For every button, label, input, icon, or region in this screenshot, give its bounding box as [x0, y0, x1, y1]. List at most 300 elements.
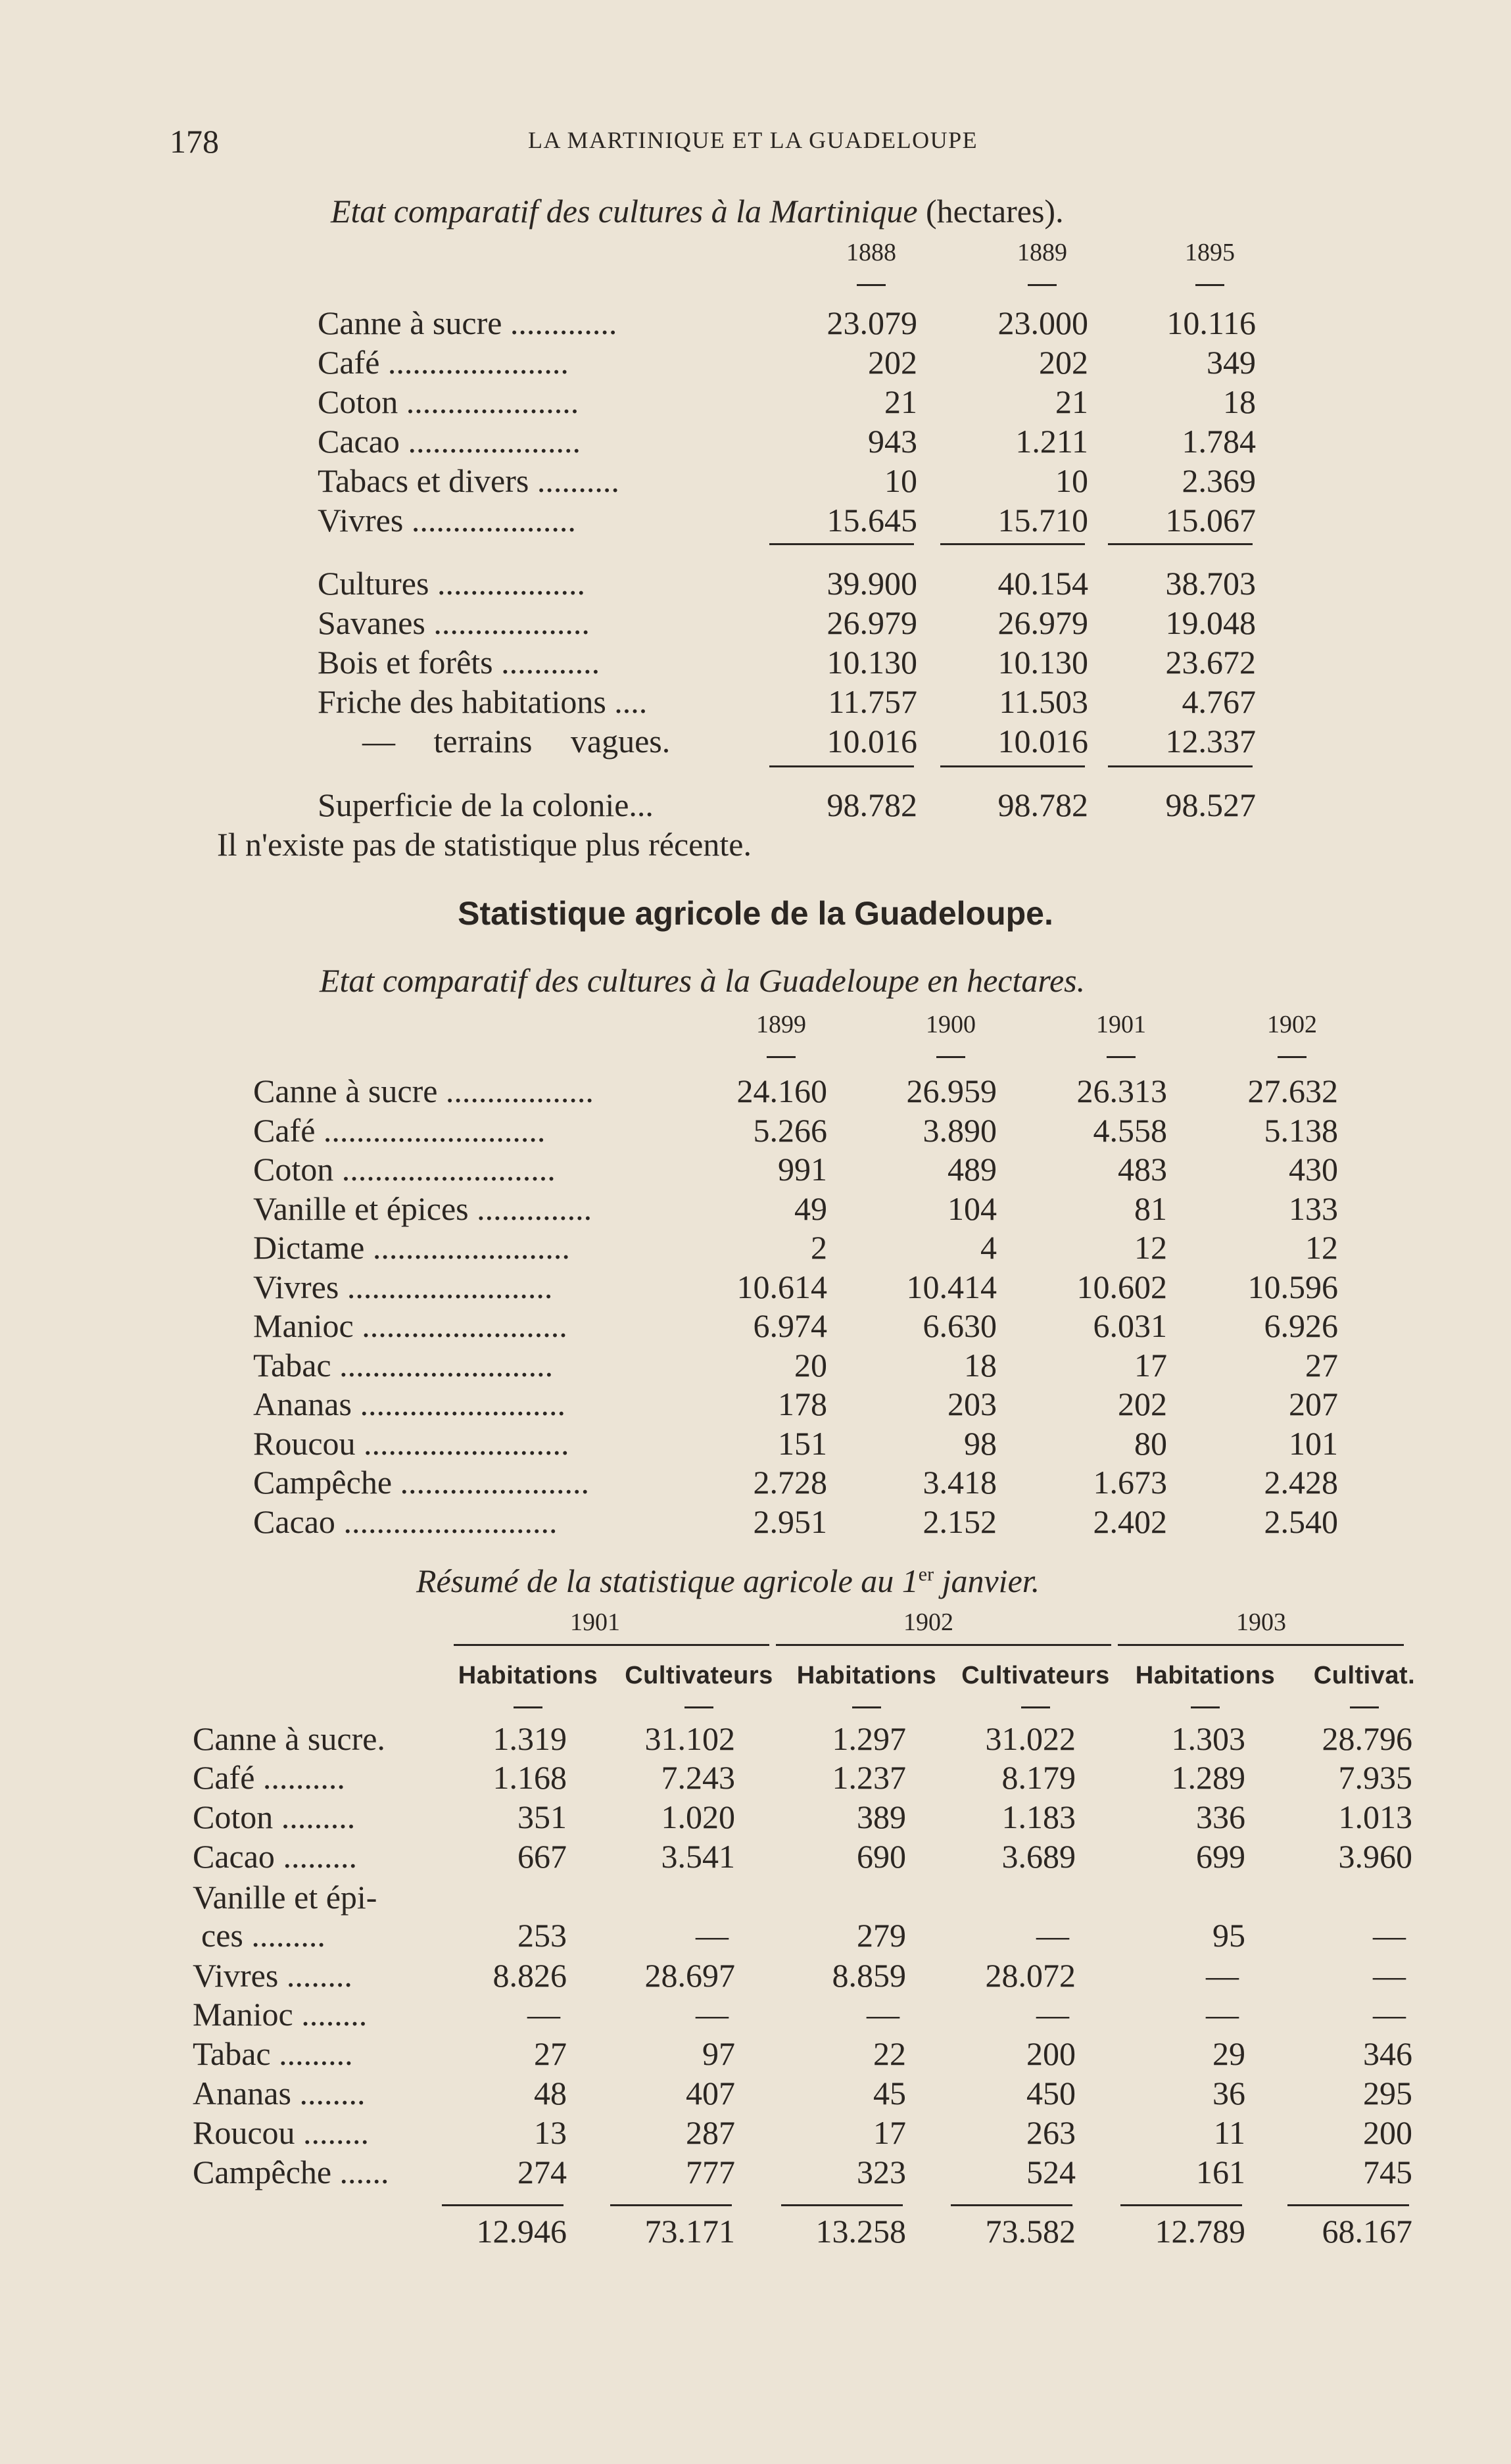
table3-cell-8-4: 29: [1212, 2035, 1245, 2072]
table2-cell-3-2: 81: [1134, 1190, 1167, 1227]
table3-cell-6-3: 28.072: [985, 1957, 1076, 1994]
table1-row-b-label-text-2: Bois et forêts: [318, 644, 493, 681]
table1-row-b-cell-4-0: 10.016: [827, 723, 917, 760]
table3-cell-11-3: 524: [1026, 2154, 1076, 2190]
table3-row-leader-1: ..........: [254, 1759, 345, 1796]
table1-year-dash-1: [1028, 284, 1057, 286]
table2-cell-4-2: 12: [1134, 1229, 1167, 1266]
table1-row-a-leader-0: .............: [502, 304, 617, 341]
table3-cell-11-0: 274: [517, 2154, 567, 2190]
table3-subheader-4: Habitations: [1135, 1662, 1276, 1689]
table3-cell-6-0: 8.826: [492, 1957, 567, 1994]
table2-row-label-text-5: Vivres: [253, 1268, 339, 1305]
table2-cell-0-0: 24.160: [736, 1073, 827, 1109]
table1-row-a-label-2: [318, 383, 579, 421]
table1-row-a-label-text-4: Tabacs et divers: [318, 462, 529, 499]
table2-row-label-9: [253, 1424, 569, 1462]
table3-row-label-text-9: Ananas: [193, 2075, 291, 2112]
table1-year-1: 1889: [1017, 239, 1067, 266]
table3-cell-2-5: 1.013: [1338, 1799, 1412, 1835]
table2-row-label-text-4: Dictame: [253, 1229, 365, 1266]
table1-row-a-cell-5-2: 15.067: [1165, 502, 1256, 539]
table3-cell-9-1: 407: [686, 2075, 735, 2112]
table3-cell-9-0: 48: [534, 2075, 567, 2112]
table3-row-label-text-11: Campêche: [193, 2154, 332, 2190]
table2-row-label-text-10: Campêche: [253, 1464, 393, 1501]
running-head: LA MARTINIQUE ET LA GUADELOUPE: [528, 127, 978, 153]
table3-cell-2-3: 1.183: [1001, 1799, 1076, 1835]
table2-row-label-5: [253, 1268, 552, 1306]
table3-cell-3-1: 3.541: [661, 1838, 735, 1875]
table3-row-leader-10: ........: [295, 2114, 370, 2151]
table2-cell-10-2: 1.673: [1093, 1464, 1167, 1501]
table3-cell-10-4: 11: [1213, 2114, 1245, 2151]
table3-subheader-5: Cultivat.: [1313, 1662, 1416, 1689]
table3-cell-7-2: —: [867, 1996, 899, 2033]
table2-year-dash-1: [936, 1056, 965, 1058]
table2-row-label-text-1: Café: [253, 1111, 316, 1149]
table1-caption-text: Etat comparatif des cultures à la Martinique: [331, 193, 918, 229]
table3-cell-8-0: 27: [534, 2035, 567, 2072]
table3-row-leader-5: .........: [243, 1917, 325, 1954]
table2-cell-2-1: 489: [947, 1151, 997, 1188]
table3-subheader-dash-2: [852, 1706, 881, 1708]
table1-year-2: 1895: [1185, 239, 1235, 266]
table1-row-b-leader-1: ...................: [425, 604, 590, 641]
table1-row-b-label-text-4: — terrains vagues.: [362, 723, 671, 760]
table3-caption-pre: Résumé de la statistique agricole au 1: [416, 1562, 919, 1599]
table1-year-dash-0: [857, 284, 886, 286]
table1-row-b-cell-1-0: 26.979: [827, 604, 917, 641]
table3-cell-7-3: —: [1036, 1996, 1069, 2033]
table2-row-leader-0: ..................: [437, 1073, 594, 1109]
table1-row-b-label-2: [318, 643, 600, 681]
table2-row-label-3: [253, 1190, 592, 1228]
table3-row-label-11: [193, 2153, 389, 2191]
table3-cell-1-3: 8.179: [1001, 1759, 1076, 1796]
table2-cell-10-0: 2.728: [753, 1464, 827, 1501]
table2-cell-0-2: 26.313: [1076, 1073, 1167, 1109]
table1-row-b-cell-0-0: 39.900: [827, 565, 917, 602]
table2-cell-4-1: 4: [980, 1229, 997, 1266]
table2-row-label-text-2: Coton: [253, 1151, 334, 1188]
table1-row-a-cell-2-2: 18: [1223, 383, 1256, 420]
table3-cell-5-3: —: [1036, 1917, 1069, 1954]
table1-rule-b-2: [1108, 765, 1253, 767]
table1-row-a-cell-0-1: 23.000: [997, 304, 1088, 341]
table2-row-leader-7: ..........................: [331, 1346, 554, 1384]
table3-total-rule-3: [951, 2204, 1072, 2206]
table3-cell-7-1: —: [696, 1996, 729, 2033]
table2-row-leader-9: .........................: [355, 1424, 569, 1462]
table3-row-label-text-6: Vivres: [193, 1957, 279, 1994]
table1-row-b-leader-3: ....: [606, 683, 648, 720]
table3-cell-7-5: —: [1373, 1996, 1406, 2033]
table2-row-label-text-8: Ananas: [253, 1386, 352, 1422]
table2-row-leader-10: .......................: [392, 1464, 590, 1501]
table2-row-leader-4: ........................: [364, 1229, 570, 1266]
table2-cell-0-1: 26.959: [906, 1073, 997, 1109]
table3-caption: [416, 1562, 1040, 1600]
table1-row-a-leader-4: ..........: [529, 462, 619, 499]
table3-cell-0-1: 31.102: [644, 1720, 735, 1757]
table2-cell-3-3: 133: [1289, 1190, 1338, 1227]
table3-brace-2: [1118, 1644, 1404, 1646]
table2-cell-11-3: 2.540: [1264, 1503, 1338, 1540]
table1-row-a-cell-2-0: 21: [884, 383, 917, 420]
table3-cell-6-4: —: [1206, 1957, 1239, 1994]
table1-total-cell-0-2: 98.527: [1165, 786, 1256, 823]
table3-cell-1-4: 1.289: [1171, 1759, 1245, 1796]
table3-row-label-text-3: Cacao: [193, 1838, 275, 1875]
table3-subheader-dash-1: [684, 1706, 713, 1708]
table2-cell-9-3: 101: [1289, 1424, 1338, 1462]
table3-cell-1-5: 7.935: [1338, 1759, 1412, 1796]
table2-row-label-text-0: Canne à sucre: [253, 1073, 438, 1109]
table1-row-a-cell-2-1: 21: [1055, 383, 1088, 420]
table1-row-a-cell-3-2: 1.784: [1182, 423, 1256, 460]
table3-cell-0-0: 1.319: [492, 1720, 567, 1757]
table3-cell-7-4: —: [1206, 1996, 1239, 2033]
table3-total-2: 13.258: [815, 2213, 906, 2250]
table2-row-label-text-11: Cacao: [253, 1503, 335, 1540]
table3-cell-9-4: 36: [1212, 2075, 1245, 2112]
table1-row-a-label-text-0: Canne à sucre: [318, 304, 502, 341]
table3-total-rule-0: [442, 2204, 564, 2206]
table1-year-dash-2: [1195, 284, 1224, 286]
table1-row-b-cell-1-1: 26.979: [997, 604, 1088, 641]
table2-cell-11-1: 2.152: [923, 1503, 997, 1540]
table2-year-dash-3: [1278, 1056, 1307, 1058]
table1-row-a-cell-5-1: 15.710: [997, 502, 1088, 539]
table3-brace-1: [776, 1644, 1111, 1646]
table1-row-a-cell-5-0: 15.645: [827, 502, 917, 539]
table3-caption-sup: er: [918, 1563, 934, 1585]
table2-cell-7-0: 20: [794, 1346, 827, 1384]
table3-cell-9-5: 295: [1363, 2075, 1412, 2112]
table1-row-b-label-text-1: Savanes: [318, 604, 425, 641]
table3-row-label-0: [193, 1720, 385, 1758]
table3-cell-11-2: 323: [857, 2154, 906, 2190]
table2-cell-6-3: 6.926: [1264, 1307, 1338, 1344]
table1-caption-unit: (hectares).: [926, 193, 1064, 229]
table1-row-a-cell-3-1: 1.211: [1015, 423, 1088, 460]
table2-cell-2-0: 991: [778, 1151, 827, 1188]
table3-row-label-text-5: ces: [201, 1917, 243, 1954]
table3-cell-6-5: —: [1373, 1957, 1406, 1994]
table2-cell-5-1: 10.414: [906, 1268, 997, 1305]
table1-row-a-cell-4-1: 10: [1055, 462, 1088, 499]
table1-row-b-cell-4-1: 10.016: [997, 723, 1088, 760]
table2-year-1: 1900: [926, 1011, 976, 1038]
table2-row-label-6: [253, 1307, 567, 1345]
table3-cell-8-1: 97: [702, 2035, 735, 2072]
table3-brace-0: [454, 1644, 769, 1646]
table1-row-b-cell-4-2: 12.337: [1165, 723, 1256, 760]
table1-row-a-leader-2: .....................: [398, 383, 579, 420]
table3-cell-1-2: 1.237: [832, 1759, 906, 1796]
table3-row-leader-11: ......: [331, 2154, 389, 2190]
table3-row-label-8: [193, 2035, 353, 2073]
table2-row-leader-11: ..........................: [335, 1503, 558, 1540]
table1-caption: [331, 192, 1064, 230]
table3-cell-9-2: 45: [873, 2075, 906, 2112]
table3-cell-8-5: 346: [1363, 2035, 1412, 2072]
table1-total-leader: ...: [629, 786, 654, 823]
table3-cell-10-2: 17: [873, 2114, 906, 2151]
table1-row-a-cell-4-0: 10: [884, 462, 917, 499]
table2-row-label-4: [253, 1228, 570, 1267]
table3-caption-post: janvier.: [934, 1562, 1040, 1599]
table3-subheader-1: Cultivateurs: [625, 1662, 773, 1689]
table1-row-b-cell-3-0: 11.757: [828, 683, 917, 720]
table2-cell-6-0: 6.974: [753, 1307, 827, 1344]
table3-cell-5-0: 253: [517, 1917, 567, 1954]
table1-row-a-cell-1-0: 202: [868, 344, 917, 381]
table3-cell-6-2: 8.859: [832, 1957, 906, 1994]
table1-rule-a-2: [1108, 543, 1253, 545]
table2-year-dash-0: [767, 1056, 796, 1058]
table1-row-b-cell-2-2: 23.672: [1165, 644, 1256, 681]
table3-subheader-3: Cultivateurs: [961, 1662, 1110, 1689]
section-title: Statistique agricole de la Guadeloupe.: [458, 895, 1053, 932]
table2-cell-9-0: 151: [778, 1424, 827, 1462]
table3-cell-9-3: 450: [1026, 2075, 1076, 2112]
table2-cell-10-1: 3.418: [923, 1464, 997, 1501]
table3-cell-0-5: 28.796: [1322, 1720, 1412, 1757]
table1-row-a-label-3: [318, 422, 581, 460]
table3-row-label-4: [193, 1878, 377, 1916]
table1-row-a-cell-1-2: 349: [1207, 344, 1256, 381]
table3-row-label-text-2: Coton: [193, 1799, 274, 1835]
table3-cell-3-5: 3.960: [1338, 1838, 1412, 1875]
table2-cell-9-2: 80: [1134, 1424, 1167, 1462]
table3-cell-6-1: 28.697: [644, 1957, 735, 1994]
table2-row-label-2: [253, 1150, 556, 1188]
table2-cell-0-3: 27.632: [1247, 1073, 1338, 1109]
table3-total-rule-5: [1287, 2204, 1409, 2206]
table3-total-rule-2: [781, 2204, 903, 2206]
table3-cell-8-2: 22: [873, 2035, 906, 2072]
table3-cell-1-0: 1.168: [492, 1759, 567, 1796]
table3-row-label-5: [201, 1916, 325, 1954]
table2-row-leader-6: .........................: [353, 1307, 567, 1344]
table2-row-leader-3: ..............: [468, 1190, 592, 1227]
table3-cell-10-3: 263: [1026, 2114, 1076, 2151]
table1-row-a-label-text-2: Coton: [318, 383, 398, 420]
table2-row-label-11: [253, 1503, 557, 1541]
table1-total-label-0: [318, 786, 654, 824]
table3-cell-10-5: 200: [1363, 2114, 1412, 2151]
table1-row-a-label-text-1: Café: [318, 344, 380, 381]
table2-cell-7-1: 18: [964, 1346, 997, 1384]
table2-cell-8-1: 203: [947, 1386, 997, 1422]
table1-row-a-cell-3-0: 943: [868, 423, 917, 460]
table1-row-a-label-4: [318, 462, 619, 500]
table1-total-cell-0-0: 98.782: [827, 786, 917, 823]
table1-total-label-text-0: Superficie de la colonie: [318, 786, 629, 823]
table3-row-label-text-8: Tabac: [193, 2035, 271, 2072]
table2-cell-3-0: 49: [794, 1190, 827, 1227]
table3-cell-1-1: 7.243: [661, 1759, 735, 1796]
table2-row-label-8: [253, 1385, 565, 1423]
table2-cell-2-3: 430: [1289, 1151, 1338, 1188]
table2-cell-7-2: 17: [1134, 1346, 1167, 1384]
table3-year-2: 1903: [1236, 1608, 1286, 1636]
table2-cell-11-0: 2.951: [753, 1503, 827, 1540]
table1-row-b-cell-2-0: 10.130: [827, 644, 917, 681]
table1-row-a-cell-0-0: 23.079: [827, 304, 917, 341]
table1-row-a-label-5: [318, 501, 576, 539]
table2-year-2: 1901: [1096, 1011, 1146, 1038]
table1-row-b-cell-3-1: 11.503: [999, 683, 1088, 720]
table3-cell-10-0: 13: [534, 2114, 567, 2151]
table1-row-b-cell-3-2: 4.767: [1182, 683, 1256, 720]
table3-row-leader-9: ........: [291, 2075, 366, 2112]
table1-row-b-leader-2: ............: [492, 644, 600, 681]
table1-rule-b-1: [940, 765, 1085, 767]
table2-row-leader-8: .........................: [351, 1386, 565, 1422]
table2-cell-8-0: 178: [778, 1386, 827, 1422]
table1-row-b-leader-0: ..................: [429, 565, 585, 602]
table3-total-5: 68.167: [1322, 2213, 1412, 2250]
table3-cell-5-1: —: [696, 1917, 729, 1954]
table1-row-a-leader-5: ....................: [403, 502, 576, 539]
table1-row-b-label-text-0: Cultures: [318, 565, 429, 602]
table1-row-a-leader-3: .....................: [399, 423, 581, 460]
table3-cell-5-2: 279: [857, 1917, 906, 1954]
table1-row-a-leader-1: ......................: [379, 344, 569, 381]
table2-cell-8-2: 202: [1118, 1386, 1167, 1422]
table2-row-label-0: [253, 1072, 594, 1110]
table3-cell-2-4: 336: [1196, 1799, 1245, 1835]
table3-total-4: 12.789: [1155, 2213, 1245, 2250]
table1-row-b-label-3: [318, 683, 647, 721]
table2-row-label-7: [253, 1346, 553, 1384]
table3-cell-7-0: —: [527, 1996, 560, 2033]
table3-total-rule-4: [1120, 2204, 1242, 2206]
table3-total-3: 73.582: [985, 2213, 1076, 2250]
table3-row-leader-8: .........: [270, 2035, 353, 2072]
table3-row-label-6: [193, 1956, 352, 1994]
table1-rule-b-0: [769, 765, 914, 767]
table3-row-label-2: [193, 1798, 355, 1836]
table2-cell-1-3: 5.138: [1264, 1111, 1338, 1149]
table2-cell-9-1: 98: [964, 1424, 997, 1462]
table3-subheader-dash-3: [1021, 1706, 1050, 1708]
table2-cell-8-3: 207: [1289, 1386, 1338, 1422]
table1-year-0: 1888: [846, 239, 896, 266]
table1-row-b-label-1: [318, 604, 590, 642]
table1-rule-a-1: [940, 543, 1085, 545]
table3-cell-11-5: 745: [1363, 2154, 1412, 2190]
table3-row-label-7: [193, 1995, 367, 2033]
table3-row-label-9: [193, 2074, 365, 2112]
table2-row-leader-1: ...........................: [315, 1111, 546, 1149]
table3-row-leader-2: .........: [273, 1799, 356, 1835]
table2-cell-5-3: 10.596: [1247, 1268, 1338, 1305]
table3-cell-11-4: 161: [1196, 2154, 1245, 2190]
table3-row-label-text-7: Manioc: [193, 1996, 293, 2033]
table3-cell-3-0: 667: [517, 1838, 567, 1875]
table3-total-1: 73.171: [644, 2213, 735, 2250]
table3-cell-10-1: 287: [686, 2114, 735, 2151]
table3-subheader-dash-5: [1350, 1706, 1379, 1708]
table3-cell-2-1: 1.020: [661, 1799, 735, 1835]
table2-cell-6-2: 6.031: [1093, 1307, 1167, 1344]
table3-cell-0-2: 1.297: [832, 1720, 906, 1757]
table3-subheader-dash-0: [514, 1706, 542, 1708]
table2-row-label-text-3: Vanille et épices: [253, 1190, 469, 1227]
table3-total-rule-1: [610, 2204, 732, 2206]
table1-row-b-cell-1-2: 19.048: [1165, 604, 1256, 641]
table3-cell-11-1: 777: [686, 2154, 735, 2190]
table2-row-label-text-9: Roucou: [253, 1424, 356, 1462]
table3-cell-2-2: 389: [857, 1799, 906, 1835]
table2-year-dash-2: [1107, 1056, 1136, 1058]
table3-cell-2-0: 351: [517, 1799, 567, 1835]
table1-row-a-label-0: [318, 304, 617, 342]
table1-row-b-label-0: [318, 564, 585, 602]
table2-row-label-text-6: Manioc: [253, 1307, 354, 1344]
table3-cell-5-5: —: [1373, 1917, 1406, 1954]
table2-cell-11-2: 2.402: [1093, 1503, 1167, 1540]
page-number: 178: [170, 123, 219, 160]
table3-row-label-1: [193, 1758, 345, 1797]
table3-subheader-dash-4: [1191, 1706, 1220, 1708]
table1-row-a-label-text-3: Cacao: [318, 423, 400, 460]
table3-year-1: 1902: [903, 1608, 953, 1636]
table3-row-label-3: [193, 1837, 357, 1875]
table2-cell-7-3: 27: [1305, 1346, 1338, 1384]
table2-cell-6-1: 6.630: [923, 1307, 997, 1344]
table2-row-label-1: [253, 1111, 545, 1149]
table3-total-0: 12.946: [476, 2213, 567, 2250]
table1-row-b-label-text-3: Friche des habitations: [318, 683, 606, 720]
table3-row-leader-6: ........: [278, 1957, 352, 1994]
table3-row-label-text-1: Café: [193, 1759, 255, 1796]
table2-row-leader-2: ..........................: [333, 1151, 556, 1188]
table1-row-a-cell-0-2: 10.116: [1166, 304, 1256, 341]
table2-cell-10-3: 2.428: [1264, 1464, 1338, 1501]
table3-year-0: 1901: [570, 1608, 620, 1636]
table1-row-a-label-text-5: Vivres: [318, 502, 404, 539]
table2-year-3: 1902: [1267, 1011, 1317, 1038]
table3-subheader-0: Habitations: [458, 1662, 598, 1689]
table3-row-label-text-4: Vanille et épi-: [193, 1879, 377, 1916]
table3-cell-3-3: 3.689: [1001, 1838, 1076, 1875]
table2-cell-1-2: 4.558: [1093, 1111, 1167, 1149]
table1-row-a-label-1: [318, 343, 569, 381]
table3-cell-3-4: 699: [1196, 1838, 1245, 1875]
table3-cell-8-3: 200: [1026, 2035, 1076, 2072]
table2-caption: Etat comparatif des cultures à la Guadeloupe en hectares.: [320, 962, 1086, 999]
table2-cell-5-2: 10.602: [1076, 1268, 1167, 1305]
table2-row-label-10: [253, 1463, 589, 1501]
table1-total-cell-0-1: 98.782: [997, 786, 1088, 823]
table1-row-b-cell-2-1: 10.130: [997, 644, 1088, 681]
table3-row-leader-7: ........: [293, 1996, 368, 2033]
table3-cell-0-3: 31.022: [985, 1720, 1076, 1757]
table1-row-b-label-4: [362, 722, 670, 760]
table2-year-0: 1899: [756, 1011, 806, 1038]
table2-cell-1-1: 3.890: [923, 1111, 997, 1149]
table2-cell-1-0: 5.266: [753, 1111, 827, 1149]
table3-subheader-2: Habitations: [796, 1662, 937, 1689]
table2-cell-4-0: 2: [811, 1229, 827, 1266]
table1-rule-a-0: [769, 543, 914, 545]
table3-row-label-text-0: Canne à sucre.: [193, 1720, 385, 1757]
